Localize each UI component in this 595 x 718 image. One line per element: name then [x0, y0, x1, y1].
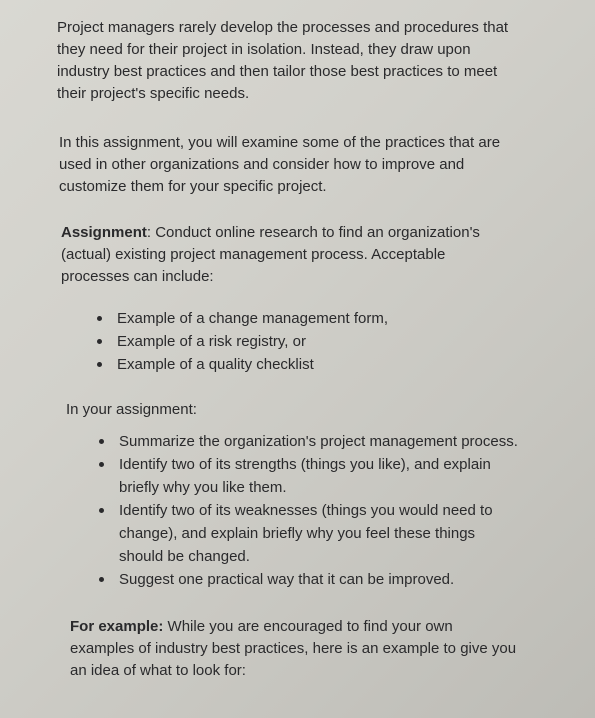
for-example-first-line-text: While you are encouraged to find your own [163, 618, 453, 635]
examples-list [97, 307, 388, 376]
assignment-intro-paragraph [59, 132, 500, 198]
assignment-intro-line: used in other organizations and consider how to improve and [59, 156, 465, 173]
for-example-paragraph [70, 616, 516, 682]
for-example-line: an idea of what to look for: [70, 662, 246, 679]
intro-paragraph [57, 17, 508, 105]
for-example-first-line [70, 616, 516, 638]
list-item: Suggest one practical way that it can be improved. [99, 568, 518, 591]
intro-line: Project managers rarely develop the processes and procedures that [57, 19, 509, 36]
bullet-icon [99, 577, 104, 582]
list-item: Identify two of its strengths (things you like), and explain briefly why you like them. [99, 453, 518, 499]
bullet-icon [99, 508, 104, 513]
bullet-icon [99, 462, 104, 467]
assignment-first-line-text: : Conduct online research to find an organization's [146, 224, 480, 241]
assignment-paragraph [61, 222, 480, 288]
intro-line: industry best practices and then tailor those best practices to meet [57, 63, 498, 80]
for-example-label: For example: [70, 618, 164, 635]
assignment-first-line [61, 222, 480, 244]
list-item: Example of a quality checklist [97, 353, 388, 376]
list-item: Example of a risk registry, or [97, 330, 388, 353]
bullet-icon [99, 439, 104, 444]
bullet-icon [97, 339, 102, 344]
bullet-icon [97, 362, 102, 367]
assignment-line: (actual) existing project management process. Acceptable [61, 246, 446, 263]
list-item: Summarize the organization's project management process. [99, 430, 518, 453]
intro-line: their project's specific needs. [57, 85, 250, 102]
bullet-icon [97, 316, 102, 321]
list-item: Identify two of its weaknesses (things you would need to change), and explain briefly why you feel these things should be changed. [99, 499, 518, 568]
assignment-line: processes can include: [61, 268, 214, 285]
for-example-line: examples of industry best practices, here is an example to give you [70, 640, 517, 657]
intro-line: they need for their project in isolation. Instead, they draw upon [57, 41, 471, 58]
tasks-list [99, 430, 518, 591]
assignment-label: Assignment [61, 224, 147, 241]
assignment-intro-line: In this assignment, you will examine some of the practices that are [59, 134, 501, 151]
in-your-assignment-heading: In your assignment: [66, 401, 197, 418]
assignment-intro-line: customize them for your specific project. [59, 178, 327, 195]
list-item: Example of a change management form, [97, 307, 388, 330]
